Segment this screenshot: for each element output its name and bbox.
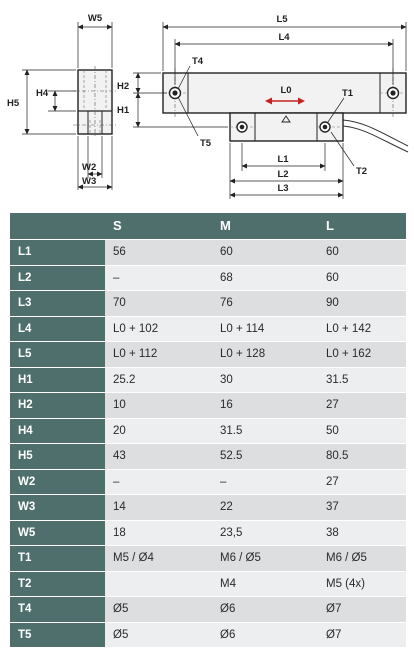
- cell-l: Ø7: [318, 622, 406, 648]
- cell-m: 76: [212, 291, 318, 317]
- label-l5: L5: [276, 14, 288, 25]
- row-label: H4: [10, 418, 105, 444]
- table-row: [10, 597, 406, 623]
- table-row: [10, 571, 406, 597]
- row-label: L2: [10, 265, 105, 291]
- header-l: L: [318, 213, 406, 240]
- cell-m: 22: [212, 495, 318, 521]
- cell-m: Ø6: [212, 597, 318, 623]
- spec-table: [10, 213, 406, 648]
- cell-s: 70: [105, 291, 212, 317]
- cell-s: –: [105, 469, 212, 495]
- cell-l: 60: [318, 240, 406, 266]
- cell-m: 68: [212, 265, 318, 291]
- cable: [343, 120, 408, 146]
- table-row: [10, 418, 406, 444]
- row-label: T2: [10, 571, 105, 597]
- row-label: W3: [10, 495, 105, 521]
- cell-s: Ø5: [105, 597, 212, 623]
- row-label: L3: [10, 291, 105, 317]
- label-t5: T5: [200, 138, 212, 149]
- header-param: [10, 213, 105, 240]
- table-row: [10, 342, 406, 368]
- cell-s: 25.2: [105, 367, 212, 393]
- label-t1: T1: [342, 88, 354, 99]
- table-row: [10, 367, 406, 393]
- technical-drawing: [0, 0, 414, 206]
- cell-l: 80.5: [318, 444, 406, 470]
- label-l2: L2: [277, 169, 289, 180]
- cell-l: Ø7: [318, 597, 406, 623]
- cell-s: 56: [105, 240, 212, 266]
- cell-m: L0 + 128: [212, 342, 318, 368]
- table-row: [10, 393, 406, 419]
- cell-l: 31.5: [318, 367, 406, 393]
- table-row: [10, 469, 406, 495]
- cell-s: L0 + 112: [105, 342, 212, 368]
- table-header-row: [10, 213, 406, 240]
- cell-m: M6 / Ø5: [212, 546, 318, 572]
- label-h5: H5: [7, 98, 20, 109]
- label-l3: L3: [277, 183, 289, 194]
- cell-m: 31.5: [212, 418, 318, 444]
- row-label: L1: [10, 240, 105, 266]
- cell-l: 37: [318, 495, 406, 521]
- label-w5: W5: [87, 13, 103, 24]
- label-h4: H4: [36, 88, 49, 99]
- cell-l: 27: [318, 393, 406, 419]
- row-label: H5: [10, 444, 105, 470]
- cell-s: 43: [105, 444, 212, 470]
- table-row: [10, 291, 406, 317]
- table-row: [10, 495, 406, 521]
- cell-m: L0 + 114: [212, 316, 318, 342]
- cell-l: M5 (4x): [318, 571, 406, 597]
- cell-s: 20: [105, 418, 212, 444]
- row-label: T4: [10, 597, 105, 623]
- cell-m: –: [212, 469, 318, 495]
- cell-l: 38: [318, 520, 406, 546]
- cell-s: 10: [105, 393, 212, 419]
- table-row: [10, 622, 406, 648]
- row-label: H1: [10, 367, 105, 393]
- label-w3: W3: [82, 176, 97, 187]
- cell-l: M6 / Ø5: [318, 546, 406, 572]
- cell-l: 50: [318, 418, 406, 444]
- row-label: W5: [10, 520, 105, 546]
- cell-l: L0 + 162: [318, 342, 406, 368]
- row-label: T1: [10, 546, 105, 572]
- label-l4: L4: [278, 32, 290, 43]
- cell-l: L0 + 142: [318, 316, 406, 342]
- header-s: S: [105, 213, 212, 240]
- cell-s: –: [105, 265, 212, 291]
- cell-l: 90: [318, 291, 406, 317]
- label-h1: H1: [117, 105, 130, 116]
- cell-l: 27: [318, 469, 406, 495]
- cell-s: 14: [105, 495, 212, 521]
- table-row: [10, 444, 406, 470]
- label-t4: T4: [192, 56, 204, 67]
- cell-s: M5 / Ø4: [105, 546, 212, 572]
- row-label: L4: [10, 316, 105, 342]
- side-view: [7, 13, 117, 190]
- label-l0: L0: [280, 85, 292, 96]
- cell-s: 18: [105, 520, 212, 546]
- cell-m: M4: [212, 571, 318, 597]
- row-label: L5: [10, 342, 105, 368]
- table-row: [10, 546, 406, 572]
- table-row: [10, 265, 406, 291]
- row-label: W2: [10, 469, 105, 495]
- cell-m: Ø6: [212, 622, 318, 648]
- header-m: M: [212, 213, 318, 240]
- cell-m: 16: [212, 393, 318, 419]
- table-row: [10, 316, 406, 342]
- table-row: [10, 520, 406, 546]
- label-w2: W2: [82, 162, 97, 173]
- cell-l: 60: [318, 265, 406, 291]
- cell-s: Ø5: [105, 622, 212, 648]
- label-l1: L1: [277, 154, 289, 165]
- table-row: [10, 240, 406, 266]
- row-label: H2: [10, 393, 105, 419]
- cell-m: 52.5: [212, 444, 318, 470]
- label-h2: H2: [117, 81, 130, 92]
- row-label: T5: [10, 622, 105, 648]
- cell-s: [105, 571, 212, 597]
- cell-m: 30: [212, 367, 318, 393]
- cell-m: 23,5: [212, 520, 318, 546]
- front-view: [117, 14, 408, 199]
- label-t2: T2: [356, 166, 368, 177]
- cell-m: 60: [212, 240, 318, 266]
- cell-s: L0 + 102: [105, 316, 212, 342]
